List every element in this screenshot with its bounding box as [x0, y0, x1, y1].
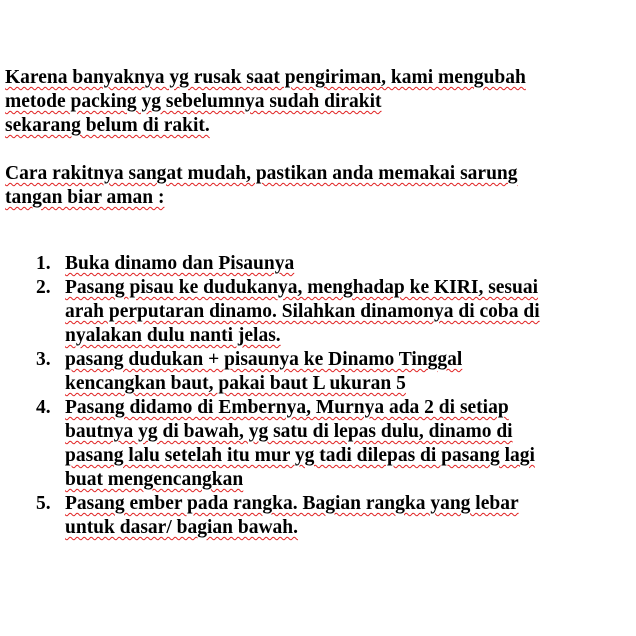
intro-line: metode packing yg sebelumnya sudah dirakit: [5, 91, 382, 112]
step-number: 3.: [36, 349, 51, 370]
step-line: pasang lalu setelah itu mur yg tadi dilepas di pasang lagi: [65, 445, 535, 466]
instruction-paragraph: [5, 162, 633, 210]
step-line: Pasang didamo di Embernya, Murnya ada 2 di setiap: [65, 397, 509, 418]
step-item: [5, 252, 633, 276]
step-line: Buka dinamo dan Pisaunya: [65, 253, 295, 274]
steps-list: [5, 252, 633, 540]
intro-line: Karena banyaknya yg rusak saat pengiriman, kami mengubah: [5, 67, 526, 88]
step-line: nyalakan dulu nanti jelas.: [65, 325, 281, 346]
step-number: 5.: [36, 493, 51, 514]
step-line: Pasang ember pada rangka. Bagian rangka yang lebar: [65, 493, 519, 514]
step-number: 4.: [36, 397, 51, 418]
step-item: [5, 396, 633, 492]
step-item: [5, 348, 633, 396]
document-body: [5, 66, 633, 540]
instruction-line: tangan biar aman :: [5, 187, 165, 208]
step-item: [5, 492, 633, 540]
paragraph-spacer: [5, 210, 633, 234]
intro-line: sekarang belum di rakit.: [5, 115, 210, 136]
intro-paragraph: [5, 66, 633, 138]
step-line: untuk dasar/ bagian bawah.: [65, 517, 299, 538]
step-line: pasang dudukan + pisaunya ke Dinamo Tinggal: [65, 349, 463, 370]
instruction-line: Cara rakitnya sangat mudah, pastikan anda memakai sarung: [5, 163, 518, 184]
paragraph-spacer: [5, 234, 633, 252]
step-line: Pasang pisau ke dudukanya, menghadap ke KIRI, sesuai: [65, 277, 539, 298]
step-line: arah perputaran dinamo. Silahkan dinamonya di coba di: [65, 301, 540, 322]
step-item: [5, 276, 633, 348]
step-line: bautnya yg di bawah, yg satu di lepas dulu, dinamo di: [65, 421, 513, 442]
step-line: buat mengencangkan: [65, 469, 244, 490]
step-number: 2.: [36, 277, 51, 298]
paragraph-spacer: [5, 138, 633, 162]
step-number: 1.: [36, 253, 51, 274]
step-line: kencangkan baut, pakai baut L ukuran 5: [65, 373, 406, 394]
